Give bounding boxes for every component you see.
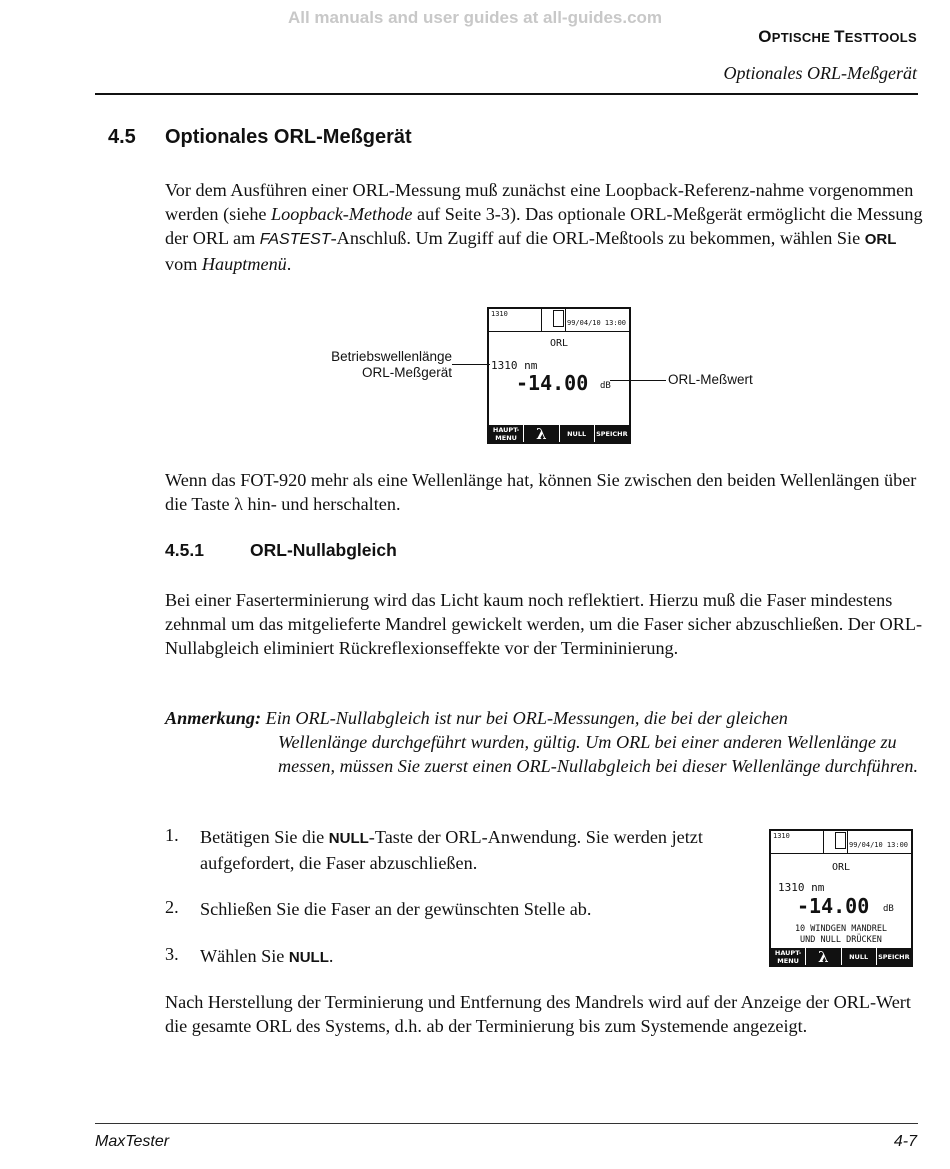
section-title: Optionales ORL-Meßgerät — [165, 126, 412, 148]
chapter-rest: PTISCHE — [771, 30, 835, 45]
step-number: 2. — [165, 897, 179, 917]
screen-title: ORL — [831, 862, 851, 873]
intro-paragraph: Vor dem Ausführen einer ORL-Messung muß zunächst eine Loopback-Referenz-nahme vorgenommen werden (siehe Loopback-Methode auf Seite 3-3). Das optionale ORL-Meßgerät ermöglicht die Messung der ORL am FASTEST-Anschluß. Um Zugiff auf die ORL-Meßtools zu bekommen, wählen Sie ORL vom Hauptmenü. — [165, 180, 923, 274]
softkey-bar — [771, 948, 911, 965]
paragraph-wavelength-toggle: Wenn das FOT-920 mehr als eine Wellenlänge hat, können Sie zwischen den beiden Wellenlängen über die Taste λ hin- und herschalten. — [165, 470, 917, 514]
screen-wavelength-small: 1310 — [491, 310, 508, 318]
screen-date: 99/04/10 13:00 — [849, 841, 909, 849]
orl-keyword: ORL — [864, 231, 897, 248]
softkey-main-menu: HAUPT- MENU — [771, 948, 806, 965]
header-section: Optionales ORL-Meßgerät — [723, 63, 917, 83]
header-chapter — [758, 27, 917, 47]
paragraph-termination: Bei einer Faserterminierung wird das Licht kaum noch reflektiert. Hierzu muß die Faser mindestens zehnmal um das mitgelieferte Mandrel gewickelt werden, um die Faser sicher abzuschließen. Der ORL-Nullabgleich eliminiert Rückreflexionseffekte vor der Termininierung. — [165, 590, 923, 658]
link-loopback-methode: Loopback-Methode — [271, 204, 413, 224]
step-text: Wählen Sie NULL. — [200, 946, 334, 966]
screen-wavelength: 1310 nm — [491, 359, 538, 372]
section-number: 4.5 — [108, 126, 136, 148]
softkey-save: SPEICHR — [596, 429, 628, 438]
watermark: All manuals and user guides at all-guides.com — [287, 8, 663, 27]
screen-title: ORL — [549, 338, 569, 349]
battery-icon — [835, 832, 846, 849]
softkey-null: NULL — [842, 948, 877, 965]
footer-rule — [95, 1123, 918, 1124]
callout-right-line — [610, 380, 666, 381]
paragraph-result: Nach Herstellung der Terminierung und Entfernung des Mandrels wird auf der Anzeige der ORL-Wert die gesamte ORL des Systems, d.h. ab der Terminierung bis zum Systemende angezeigt. — [165, 992, 911, 1036]
orl-null-screen-figure — [769, 829, 913, 967]
step-text: Schließen Sie die Faser an der gewünschten Stelle ab. — [200, 899, 592, 919]
screen-wavelength-small: 1310 — [773, 832, 790, 840]
screen-status-bar — [771, 831, 911, 854]
screen-unit: dB — [600, 381, 611, 391]
callout-left: Betriebswellenlänge ORL-Meßgerät — [331, 349, 452, 380]
chapter-initial-2: T — [834, 27, 845, 46]
orl-screen-figure — [487, 307, 631, 444]
chapter-initial: O — [758, 27, 772, 46]
screen-orl-value: -14.00 — [516, 371, 589, 395]
subsection-number: 4.5.1 — [165, 540, 204, 560]
step-text: Betätigen Sie die NULL-Taste der ORL-Anwendung. Sie werden jetzt aufgefordert, die Faser abzuschließen. — [200, 827, 703, 873]
header-rule — [95, 93, 918, 95]
softkey-lambda: λ — [524, 425, 559, 442]
screen-date: 99/04/10 13:00 — [567, 319, 627, 327]
callout-right: ORL-Meßwert — [668, 372, 753, 387]
footer-product: MaxTester — [95, 1133, 170, 1150]
note-body: Wellenlänge durchgeführt wurden, gültig. Um ORL bei einer anderen Wellenlänge zu messen, müssen Sie zuerst einen ORL-Nullabgleich bei dieser Wellenlänge durchführen. — [278, 732, 918, 776]
softkey-bar — [489, 425, 629, 442]
note-block: Anmerkung: Ein ORL-Nullabgleich ist nur bei ORL-Messungen, die bei der gleichen Wellenlänge durchgeführt wurden, gültig. Um ORL bei einer anderen Wellenlänge zu messen, müssen Sie zuerst einen ORL-Nullabgleich bei dieser Wellenlänge durchführen. — [165, 706, 925, 778]
subsection-title: ORL-Nullabgleich — [250, 540, 397, 560]
softkey-lambda: λ — [806, 948, 841, 965]
step-number: 1. — [165, 825, 179, 845]
screen-wavelength: 1310 nm — [778, 881, 825, 894]
note-label: Anmerkung: — [165, 708, 262, 728]
battery-icon — [553, 310, 564, 327]
softkey-main-menu: HAUPT- MENU — [489, 425, 524, 442]
screen-unit: dB — [883, 904, 894, 914]
chapter-rest-2: ESTTOOLS — [844, 30, 917, 45]
callout-left-line — [452, 364, 490, 365]
footer-page-number: 4-7 — [893, 1133, 917, 1150]
screen-message: 10 WINDGEN MANDREL UND NULL DRÜCKEN — [794, 924, 888, 945]
screen-status-bar — [489, 309, 629, 332]
fastest-term: FASTEST — [259, 231, 331, 248]
screen-orl-value: -14.00 — [797, 894, 870, 918]
softkey-null: NULL — [560, 425, 595, 442]
softkey-save: SPEICHR — [878, 952, 910, 961]
step-number: 3. — [165, 944, 179, 964]
